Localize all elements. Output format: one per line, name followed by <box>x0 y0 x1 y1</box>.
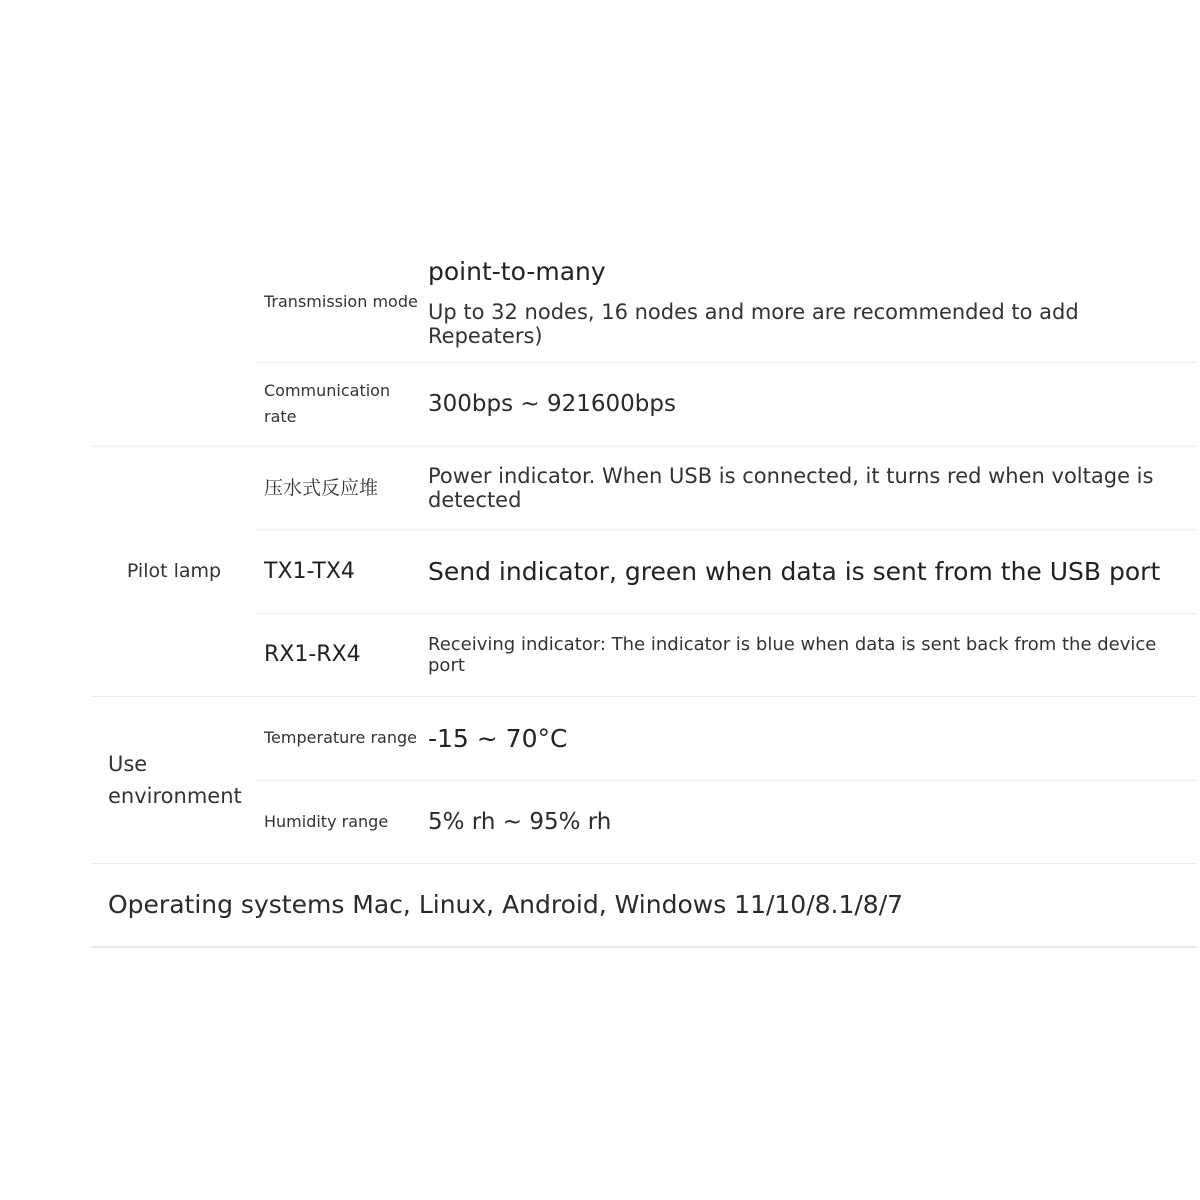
communication-rate-value: 300bps ~ 921600bps <box>428 391 676 417</box>
pilot-lamp-tx-label: TX1-TX4 <box>264 558 355 584</box>
humidity-range-value-cell <box>422 780 1196 863</box>
communication-rate-label-cell <box>256 362 422 446</box>
use-environment-category: Use environment <box>108 751 242 808</box>
category-cell-empty <box>92 362 256 446</box>
humidity-range-value: 5% rh ~ 95% rh <box>428 808 612 835</box>
communication-rate-value-cell <box>422 362 1196 446</box>
pilot-lamp-power-label: 压水式反应堆 <box>264 476 379 499</box>
row-temperature-range <box>92 696 1196 780</box>
transmission-mode-note: Up to 32 nodes, 16 nodes and more are recommended to add Repeaters) <box>428 299 1079 348</box>
pilot-lamp-tx-value: Send indicator, green when data is sent from the USB port <box>428 556 1161 586</box>
pilot-lamp-tx-label-cell <box>256 529 422 613</box>
use-environment-category-cell <box>92 696 256 863</box>
row-transmission-mode <box>92 243 1196 362</box>
pilot-lamp-power-label-cell <box>256 446 422 529</box>
humidity-range-label-cell <box>256 780 422 863</box>
temperature-range-label-cell <box>256 696 422 780</box>
row-humidity-range <box>92 780 1196 863</box>
operating-systems-value: Operating systems Mac, Linux, Android, Windows 11/10/8.1/8/7 <box>108 890 904 920</box>
spec-table <box>92 243 1196 948</box>
pilot-lamp-tx-value-cell <box>422 529 1196 613</box>
transmission-mode-label: Transmission mode <box>264 292 418 312</box>
row-pilot-lamp-tx <box>92 529 1196 613</box>
pilot-lamp-rx-label: RX1-RX4 <box>264 642 361 667</box>
pilot-lamp-rx-value-cell <box>422 613 1196 696</box>
transmission-mode-value-cell <box>422 243 1196 362</box>
pilot-lamp-rx-value: Receiving indicator: The indicator is blue when data is sent back from the device port <box>428 633 1157 676</box>
row-pilot-lamp-rx <box>92 613 1196 696</box>
temperature-range-value-cell <box>422 696 1196 780</box>
pilot-lamp-power-value-cell <box>422 446 1196 529</box>
pilot-lamp-rx-label-cell <box>256 613 422 696</box>
row-operating-systems <box>92 863 1196 947</box>
row-communication-rate <box>92 362 1196 446</box>
transmission-mode-value: point-to-many <box>428 256 606 286</box>
row-pilot-lamp-power <box>92 446 1196 529</box>
operating-systems-cell <box>92 863 1196 947</box>
temperature-range-value: -15 ~ 70°C <box>428 723 568 753</box>
communication-rate-label: Communication rate <box>264 381 391 426</box>
category-cell-empty <box>92 243 256 362</box>
humidity-range-label: Humidity range <box>264 811 389 831</box>
temperature-range-label: Temperature range <box>264 728 417 747</box>
pilot-lamp-power-value: Power indicator. When USB is connected, it turns red when voltage is detected <box>428 463 1154 512</box>
pilot-lamp-category: Pilot lamp <box>126 560 222 582</box>
pilot-lamp-category-cell <box>92 446 256 696</box>
transmission-mode-label-cell <box>256 243 422 362</box>
